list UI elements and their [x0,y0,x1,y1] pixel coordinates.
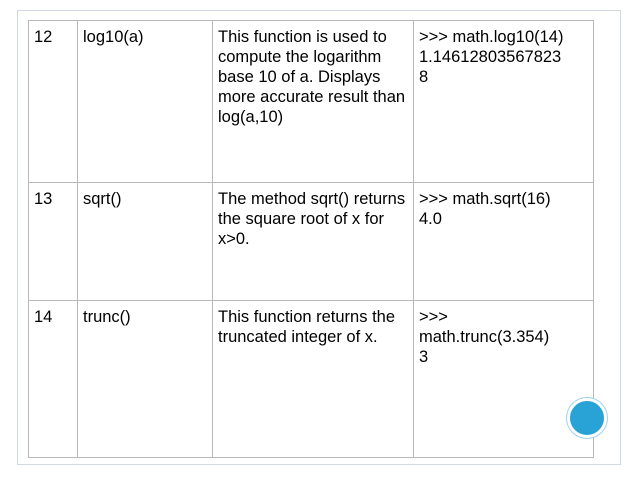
example-cell: >>> math.log10(14) 1.14612803567823 8 [414,21,594,183]
row-number-cell: 13 [29,183,78,301]
description-cell: This function returns the truncated integer of x. [213,301,414,458]
decorative-circle-icon [567,398,607,438]
function-name-cell: sqrt() [78,183,213,301]
description-cell: The method sqrt() returns the square root of x for x>0. [213,183,414,301]
example-cell: >>> math.trunc(3.354) 3 [414,301,594,458]
row-number-cell: 14 [29,301,78,458]
table-row [29,301,594,458]
math-functions-table [28,20,594,458]
description-cell: This function is used to compute the logarithm base 10 of a. Displays more accurate result than log(a,10) [213,21,414,183]
table-row [29,183,594,301]
row-number-cell: 12 [29,21,78,183]
example-cell: >>> math.sqrt(16) 4.0 [414,183,594,301]
function-name-cell: trunc() [78,301,213,458]
table-row [29,21,594,183]
function-name-cell: log10(a) [78,21,213,183]
